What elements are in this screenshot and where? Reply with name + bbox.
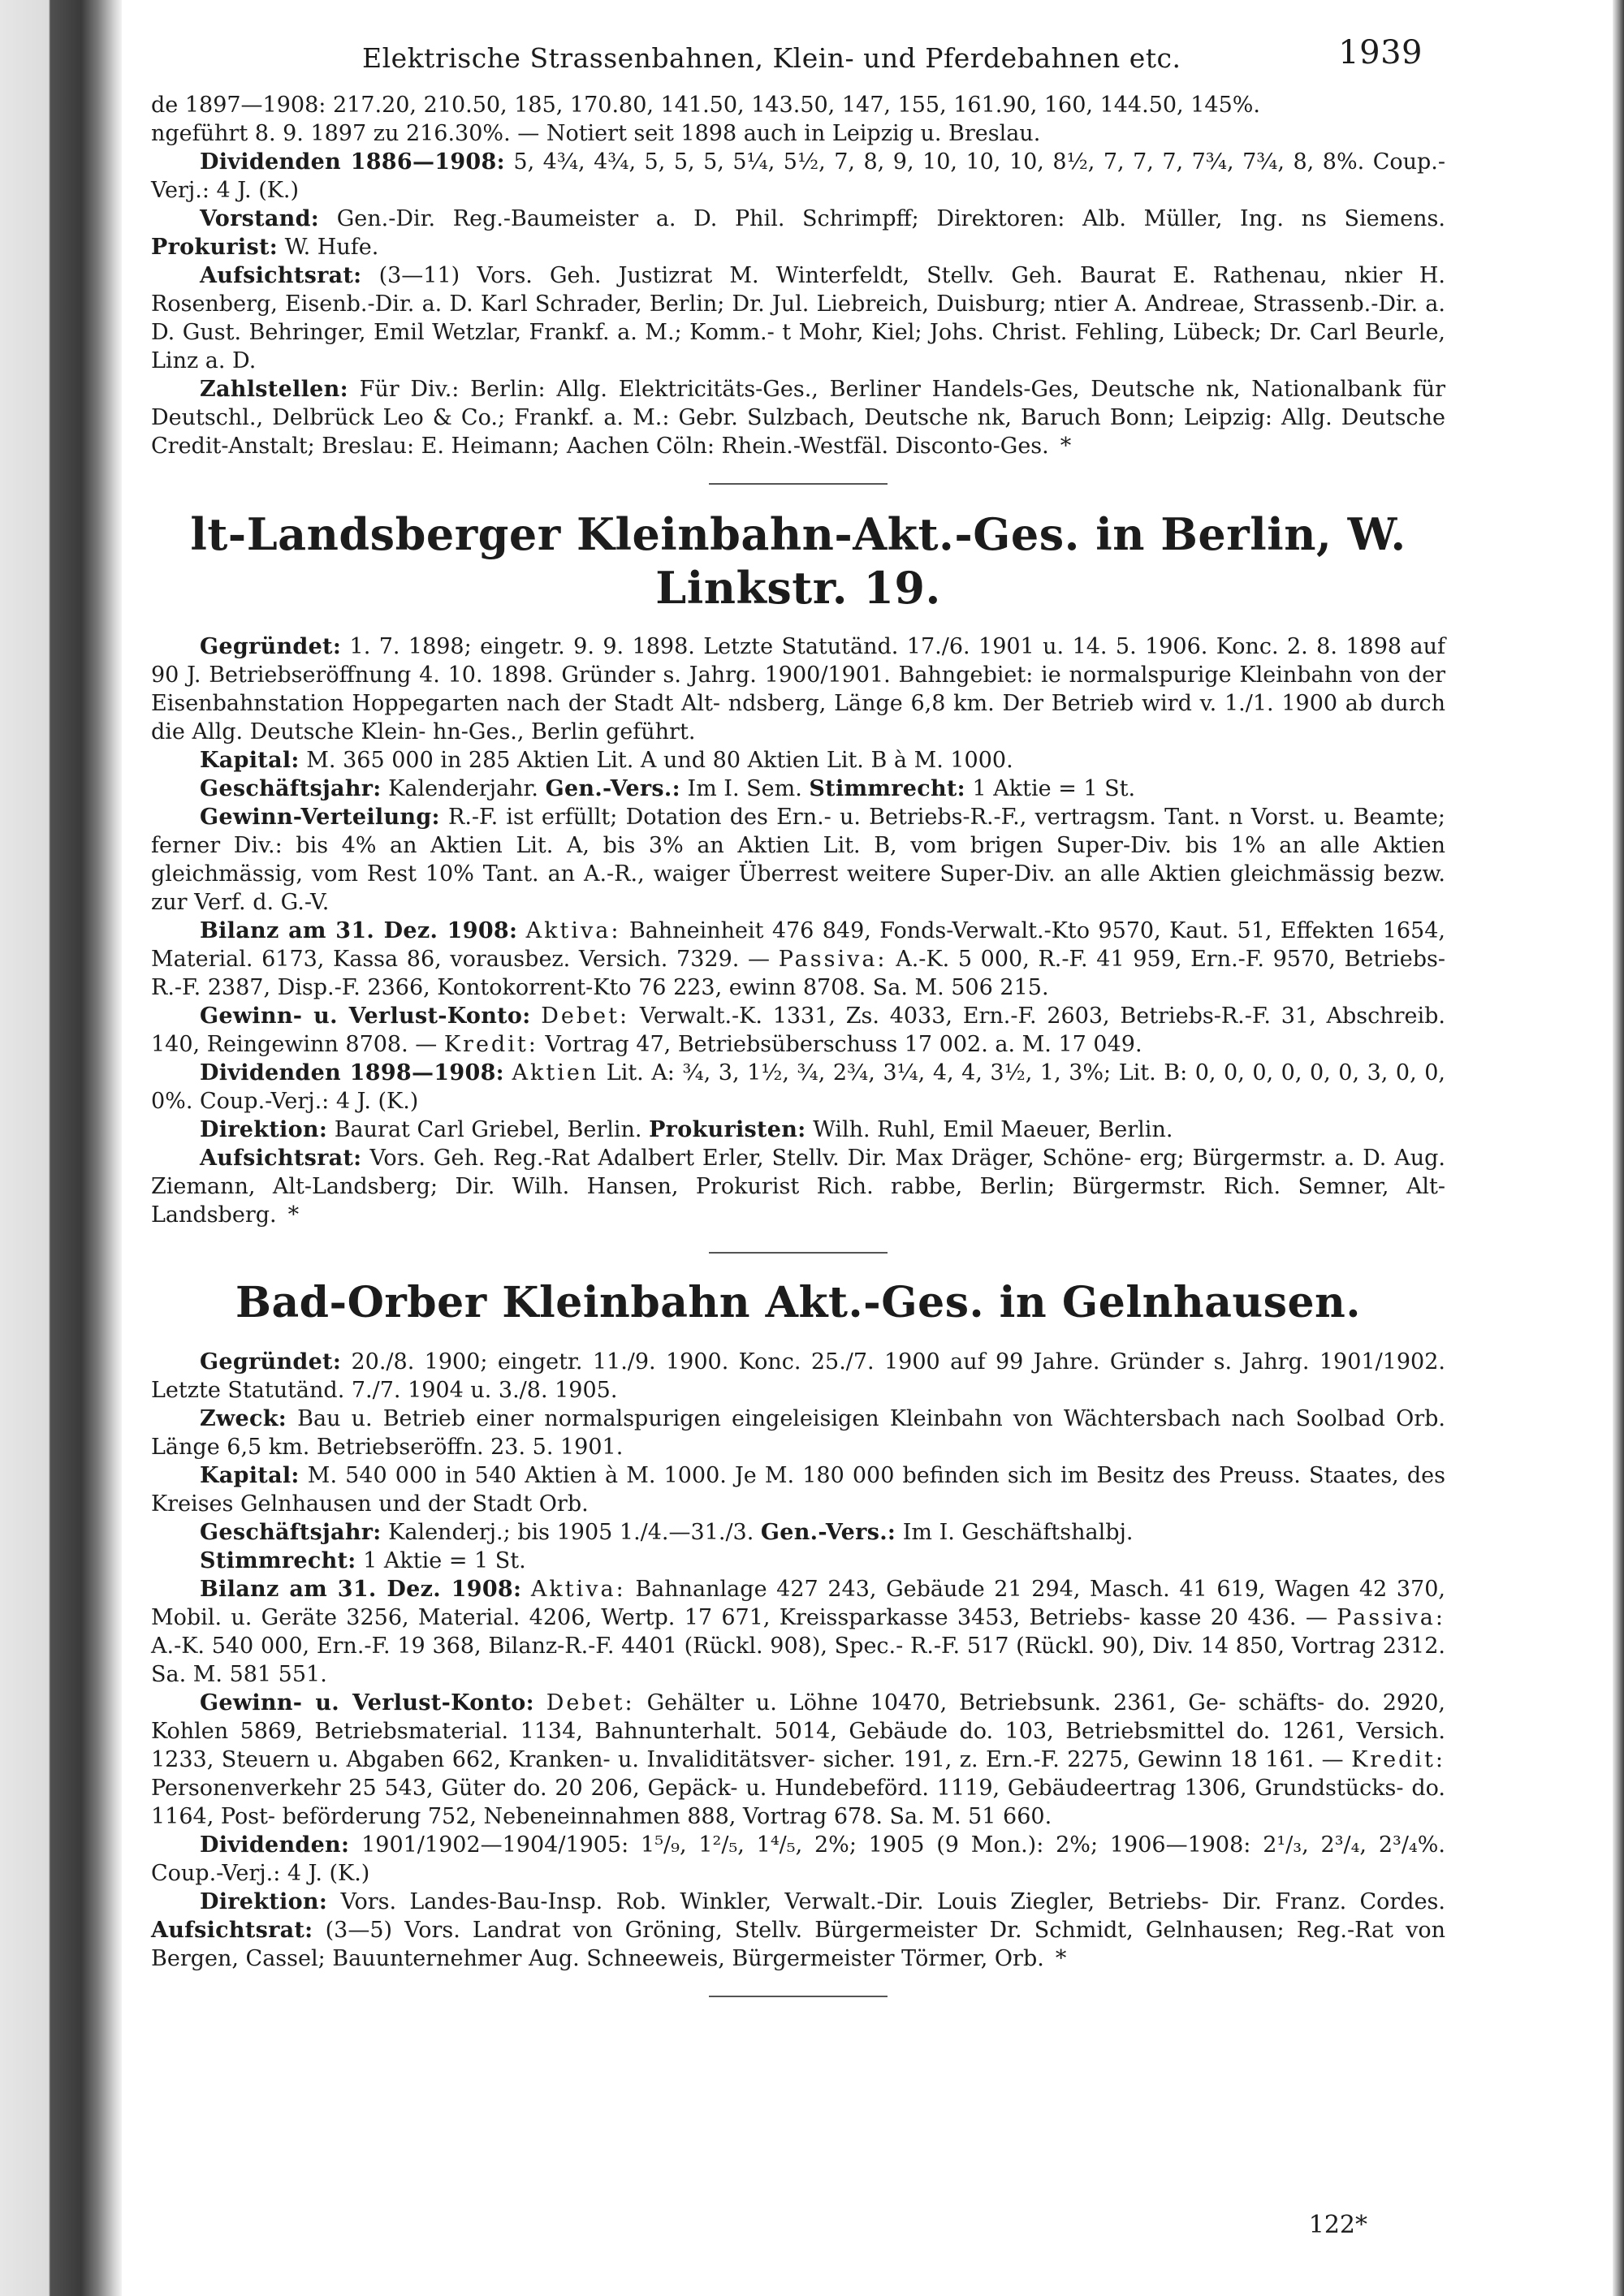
bilanz-paragraph [151,917,1445,1002]
dividenden-text: 1901/1902—1904/1905: 1⁵/₉, 1²/₅, 1⁴/₅, 2%; 1905 (9 Mon.): 2%; 1906—1908: 2¹/₃, 2³/₄, 2³/₄%. Coup.-Verj.: 4 J. (K.) [151,1832,1445,1886]
aufsichtsrat-label: Aufsichtsrat: [200,263,362,288]
page-right-edge [1613,0,1624,2296]
company-title: Bad-Orber Kleinbahn Akt.-Ges. in Gelnhausen. [235,1278,1361,1327]
dividenden-text: 5, 4¾, 4¾, 5, 5, 5, 5¼, 5½, 7, 8, 9, 10, 10, 10, 8½, 7, 7, 7, 7¾, 7¾, 8, 8%. Coup.-Verj.: 4 J. (K.) [151,149,1445,203]
aufsichtsrat-text: (3—5) Vors. Landrat von Gröning, Stellv. Bürgermeister Dr. Schmidt, Gelnhausen; Reg.-Rat von Bergen, Cassel; Bauunternehmer Aug. Schneeweis, Bürgermeister Törmer, Orb. [151,1918,1445,1971]
debet-word: Debet: [541,1003,630,1029]
passiva-word: Passiva: [1337,1605,1445,1630]
gegruendet-text: 1. 7. 1898; eingetr. 9. 9. 1898. Letzte Statutänd. 17./6. 1901 u. 14. 5. 1906. Konc. 2. 8. 1898 auf 90 J. Betriebseröffnung 4. 10. 1898. Gründer s. Jahrg. 1900/1901. Bahngebiet: ie normalspurige Kleinbahn von der Eisenbahnstation Hoppegarten nach der Stadt Alt- ndsberg, Länge 6,8 km. Der Betrieb wird v. 1./1. 1900 ab durch die Allg. Deutsche Klein- hn-Ges., Berlin geführt. [151,634,1445,744]
aktiva-text: Bahneinheit 476 849, Fonds-Verwalt.-Kto 9570, Kaut. 51, Effekten 1654, Material. 6173, Kassa 86, vorausbez. Versich. 7329. — [151,918,1445,972]
debet-text: Gehälter u. Löhne 10470, Betriebsunk. 2361, Ge- schäfts- do. 2920, Kohlen 5869, Betriebsmaterial. 1134, Bahnunterhalt. 5014, Gebäude do. 103, Betriebsmittel do. 1261, Versich. 1233, Steuern u. Abgaben 662, Kranken- u. Invaliditätsver- sicher. 191, z. Ern.-F. 2275, Gewinn 18 161. — [151,1690,1445,1772]
gewinn-verteilung-label: Gewinn-Verteilung: [200,805,440,830]
dividenden-paragraph [151,148,1445,205]
prokuristen-text: Wilh. Ruhl, Emil Maeuer, Berlin. [813,1117,1173,1142]
guv-paragraph [151,1689,1445,1831]
kredit-word: Kredit: [443,1032,538,1057]
guv-label: Gewinn- u. Verlust-Konto: [200,1003,531,1029]
kurs-line: de 1897—1908: 217.20, 210.50, 185, 170.80, 141.50, 143.50, 147, 155, 161.90, 160, 144.50, 145%. [151,93,1260,118]
direktion-text: Baurat Carl Griebel, Berlin. [334,1117,642,1142]
prokuristen-label: Prokuristen: [649,1117,806,1142]
stimmrecht-label: Stimmrecht: [200,1548,356,1573]
section-divider [709,1996,888,1997]
section-divider [709,483,888,485]
bilanz-label: Bilanz am 31. Dez. 1908: [200,1577,522,1602]
geschaeftsjahr-text: Kalenderj.; bis 1905 1./4.—31./3. [388,1520,754,1545]
page-header [151,32,1445,91]
printer-signature: 122* [1308,2211,1367,2239]
zweck-paragraph [151,1405,1445,1461]
gegruendet-label: Gegründet: [200,634,342,659]
direktion-label: Direktion: [200,1117,328,1142]
zahlstellen-paragraph [151,375,1445,460]
guv-paragraph [151,1002,1445,1059]
stimmrecht-text: 1 Aktie = 1 St. [972,776,1136,801]
geschaeftsjahr-paragraph [151,775,1445,803]
entry-end-star: * [1055,1946,1067,1971]
genvers-text: Im I. Geschäftshalbj. [902,1520,1134,1545]
kredit-text: Vortrag 47, Betriebsüberschuss 17 002. a. M. 17 049. [545,1032,1142,1057]
direktion-label: Direktion: [200,1889,328,1914]
company-title: lt-Landsberger Kleinbahn-Akt.-Ges. in Berlin, W. Linkstr. 19. [190,508,1406,614]
vorstand-label: Vorstand: [200,206,320,231]
geschaeftsjahr-label: Geschäftsjahr: [200,776,382,801]
gewinn-verteilung-paragraph [151,803,1445,917]
kapital-label: Kapital: [200,1463,300,1488]
document-page [151,32,1445,2257]
aktien-word: Aktien [512,1060,599,1085]
kapital-paragraph [151,746,1445,775]
gegruendet-paragraph [151,1348,1445,1405]
prokurist-label: Prokurist: [151,235,278,260]
stimmrecht-text: 1 Aktie = 1 St. [363,1548,526,1573]
gegruendet-paragraph [151,632,1445,746]
kapital-text: M. 540 000 in 540 Aktien à M. 1000. Je M. 180 000 befinden sich im Besitz des Preuss. Staates, des Kreises Gelnhausen und der Stadt Orb. [151,1463,1445,1517]
kapital-text: M. 365 000 in 285 Aktien Lit. A und 80 Aktien Lit. B à M. 1000. [306,748,1013,773]
zweck-text: Bau u. Betrieb einer normalspurigen eingeleisigen Kleinbahn von Wächtersbach nach Soolbad Orb. Länge 6,5 km. Betriebseröffn. 23. 5. 1901. [151,1406,1445,1460]
page-number: 1939 [1338,34,1423,71]
genvers-label: Gen.-Vers.: [760,1520,896,1545]
dividenden-label: Dividenden: [200,1832,350,1858]
passiva-word: Passiva: [778,947,888,972]
dividenden-paragraph [151,1831,1445,1888]
vorstand-text: Gen.-Dir. Reg.-Baumeister a. D. Phil. Schrimpff; Direktoren: Alb. Müller, Ing. ns Siemens. [336,206,1445,231]
debet-word: Debet: [546,1690,635,1716]
alt-landsberger-entry [151,507,1445,1229]
aktiva-word: Aktiva: [530,1577,626,1602]
dividenden-label: Dividenden 1898—1908: [200,1060,504,1085]
gewinn-verteilung-text: R.-F. ist erfüllt; Dotation des Ern.- u. Betriebs-R.-F., vertragsm. Tant. n Vorst. u. Beamte; ferner Div.: bis 4% an Aktien Lit. A, bis 3% an Aktien Lit. B, vom brigen Super-Div. bis 1% an alle Aktien gleichmässig, vom Rest 10% Tant. an A.-R., waiger Überrest weitere Super-Div. an alle Aktien gleichmässig bezw. zur Verf. d. G.-V. [151,805,1445,915]
zahlstellen-text: Für Div.: Berlin: Allg. Elektricitäts-Ges., Berliner Handels-Ges, Deutsche nk, Nationalbank für Deutschl., Delbrück Leo & Co.; Frankf. a. M.: Gebr. Sulzbach, Deutsche nk, Baruch Bonn; Leipzig: Allg. Deutsche Credit-Anstalt; Breslau: E. Heimann; Aachen Cöln: Rhein.-Westfäl. Disconto-Ges. [151,377,1446,459]
kredit-text: Personenverkehr 25 543, Güter do. 20 206, Gepäck- u. Hundebeförd. 1119, Gebäudeertrag 1306, Grundstücks- do. 1164, Post- beförderung 752, Nebeneinnahmen 888, Vortrag 678. Sa. M. 51 660. [151,1776,1445,1829]
geschaeftsjahr-paragraph [151,1518,1445,1547]
running-title: Elektrische Strassenbahnen, Klein- und Pferdebahnen etc. [362,42,1181,74]
direktion-paragraph [151,1116,1445,1144]
dividenden-label: Dividenden 1886—1908: [200,149,505,175]
kapital-label: Kapital: [200,748,300,773]
zweck-label: Zweck: [200,1406,287,1431]
dividenden-paragraph [151,1059,1445,1116]
gegruendet-label: Gegründet: [200,1349,342,1375]
aufsichtsrat-label: Aufsichtsrat: [151,1918,313,1943]
kredit-word: Kredit: [1351,1747,1445,1772]
genvers-text: Im I. Sem. [687,776,802,801]
direktion-text: Vors. Landes-Bau-Insp. Rob. Winkler, Verwalt.-Dir. Louis Ziegler, Betriebs- Dir. Franz. Cordes. [340,1889,1445,1914]
aufsichtsrat-text: Vors. Geh. Reg.-Rat Adalbert Erler, Stellv. Dir. Max Dräger, Schöne- erg; Bürgermstr. a. D. Aug. Ziemann, Alt-Landsberg; Dir. Wilh. Hansen, Prokurist Rich. rabbe, Berlin; Bürgermstr. Rich. Semner, Alt-Landsberg. [151,1146,1445,1228]
kapital-paragraph [151,1461,1445,1518]
guv-label: Gewinn- u. Verlust-Konto: [200,1690,534,1716]
aufsichtsrat-paragraph [151,261,1445,375]
section-divider [709,1252,888,1254]
aktiva-word: Aktiva: [525,918,621,943]
debet-text: Verwalt.-K. 1331, Zs. 4033, Ern.-F. 2603, Betriebs-R.-F. 31, Abschreib. 140, Reingewinn 8708. — [151,1003,1445,1057]
gegruendet-text: 20./8. 1900; eingetr. 11./9. 1900. Konc. 25./7. 1900 auf 99 Jahre. Gründer s. Jahrg. 1901/1902. Letzte Statutänd. 7./7. 1904 u. 3./8. 1905. [151,1349,1445,1403]
passiva-text: A.-K. 5 000, R.-F. 41 959, Ern.-F. 9570, Betriebs-R.-F. 2387, Disp.-F. 2366, Kontokorrent-Kto 76 223, ewinn 8708. Sa. M. 506 215. [151,947,1445,1000]
geschaeftsjahr-text: Kalenderjahr. [388,776,538,801]
dividenden-text: Lit. A: ¾, 3, 1½, ¾, 2¾, 3¼, 4, 4, 3½, 1, 3%; Lit. B: 0, 0, 0, 0, 0, 0, 3, 0, 0, 0%. Coup.-Verj.: 4 J. (K.) [151,1060,1445,1114]
aufsichtsrat-label: Aufsichtsrat: [200,1146,362,1171]
direktion-paragraph [151,1888,1445,1973]
entry-end-star: * [1060,434,1072,459]
aufsichtsrat-text: (3—11) Vors. Geh. Justizrat M. Winterfeldt, Stellv. Geh. Baurat E. Rathenau, nkier H. Rosenberg, Eisenb.-Dir. a. D. Karl Schrader, Berlin; Dr. Jul. Liebreich, Duisburg; ntier A. Andreae, Strassenb.-Dir. a. D. Gust. Behringer, Emil Wetzlar, Frankf. a. M.; Komm.- t Mohr, Kiel; Johs. Christ. Fehling, Lübeck; Dr. Carl Beurle, Linz a. D. [151,263,1446,373]
entry-end-star: * [287,1202,300,1228]
passiva-text: A.-K. 540 000, Ern.-F. 19 368, Bilanz-R.-F. 4401 (Rückl. 908), Spec.- R.-F. 517 (Rückl. 90), Div. 14 850, Vortrag 2312. Sa. M. 581 551. [151,1634,1445,1687]
genvers-label: Gen.-Vers.: [545,776,680,801]
bilanz-label: Bilanz am 31. Dez. 1908: [200,918,518,943]
zahlstellen-label: Zahlstellen: [200,377,348,402]
kurs-line-2: ngeführt 8. 9. 1897 zu 216.30%. — Notiert seit 1898 auch in Leipzig u. Breslau. [151,121,1041,146]
aufsichtsrat-paragraph [151,1144,1445,1229]
bad-orber-entry [151,1276,1445,1973]
book-binding-edge [0,0,122,2296]
stimmrecht-label: Stimmrecht: [809,776,965,801]
aktiva-text: Bahnanlage 427 243, Gebäude 21 294, Masch. 41 619, Wagen 42 370, Mobil. u. Geräte 3256, Material. 4206, Wertp. 17 671, Kreissparkasse 3453, Betriebs- kasse 20 436. — [151,1577,1445,1630]
vorstand-paragraph [151,205,1445,261]
geschaeftsjahr-label: Geschäftsjahr: [200,1520,382,1545]
previous-company-entry [151,91,1445,460]
bilanz-paragraph [151,1575,1445,1689]
prokurist-text: W. Hufe. [284,235,379,260]
stimmrecht-paragraph [151,1547,1445,1575]
